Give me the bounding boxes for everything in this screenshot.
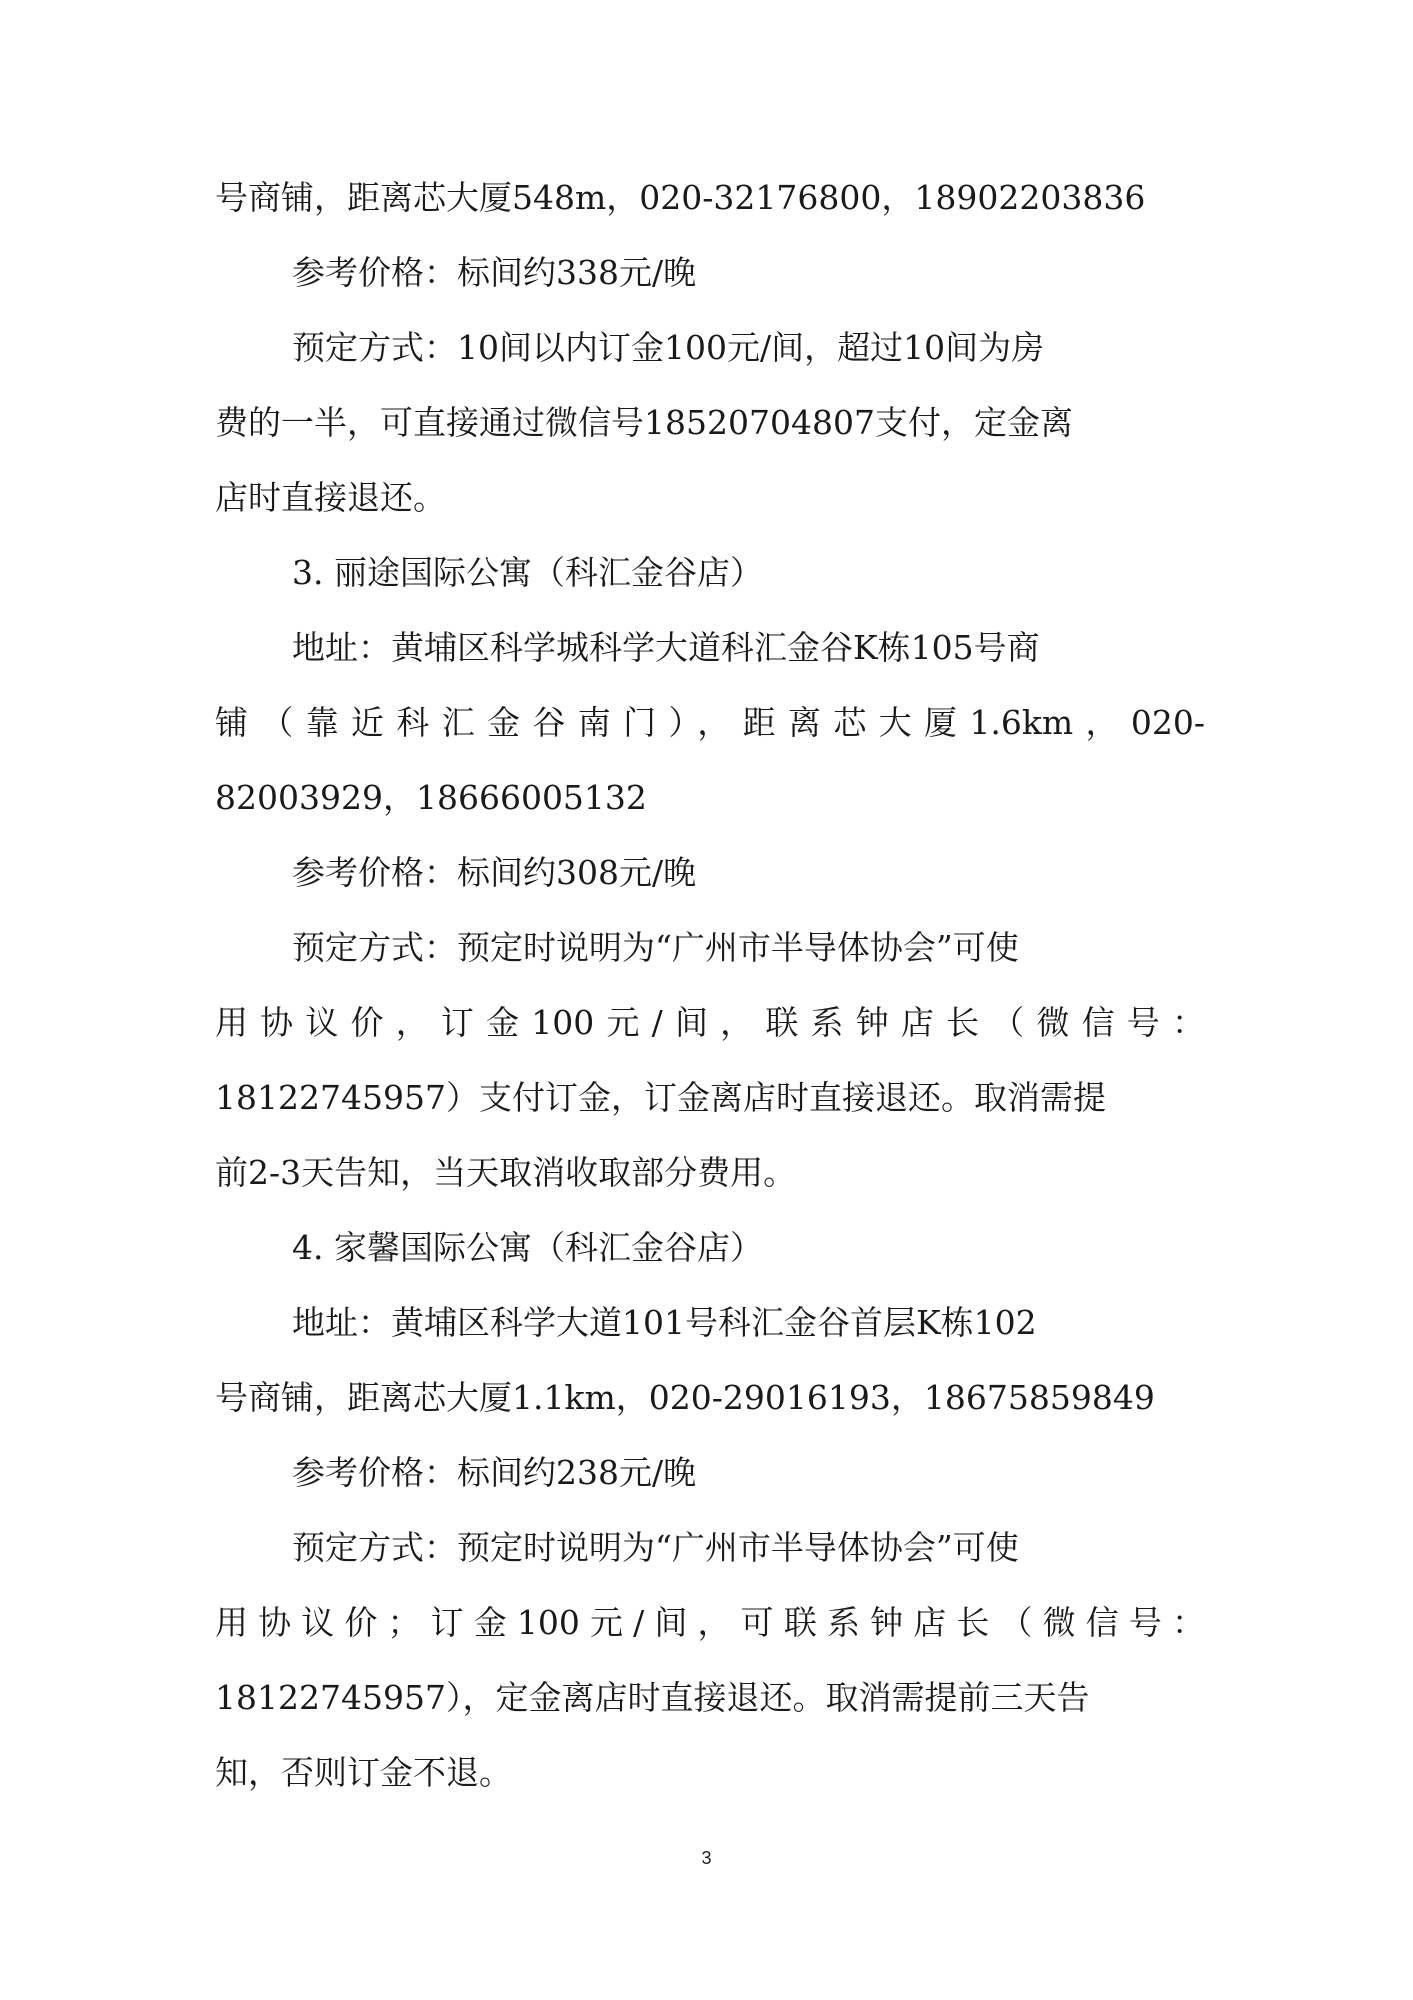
hotel-2-address-cont: 号商铺，距离芯大厦548m，020-32176800，18902203836 (215, 178, 1146, 217)
hotel-2-booking-line-2: 费的一半，可直接通过微信号18520704807支付，定金离 (215, 403, 1073, 442)
hotel-3-title: 3. 丽途国际公寓（科汇金谷店） (292, 553, 763, 592)
hotel-3-booking-line-3: 18122745957）支付订金，订金离店时直接退还。取消需提 (215, 1078, 1106, 1117)
hotel-3-address-line-1: 地址：黄埔区科学城科学大道科汇金谷K栋105号商 (292, 628, 1040, 667)
hotel-3-address-line-2: 铺（靠近科汇金谷南门），距离芯大厦1.6km，020- (215, 703, 1205, 742)
hotel-4-booking-line-1: 预定方式：预定时说明为“广州市半导体协会”可使 (292, 1528, 1019, 1567)
hotel-3-booking-line-1: 预定方式：预定时说明为“广州市半导体协会”可使 (292, 928, 1019, 967)
hotel-4-booking-line-3: 18122745957），定金离店时直接退还。取消需提前三天告 (215, 1678, 1090, 1717)
hotel-2-price: 参考价格：标间约338元/晚 (292, 253, 697, 292)
hotel-2-booking-line-1: 预定方式：10间以内订金100元/间，超过10间为房 (292, 328, 1045, 367)
hotel-4-address-line-2: 号商铺，距离芯大厦1.1km，020-29016193，18675859849 (215, 1378, 1155, 1417)
hotel-3-booking-line-4: 前2-3天告知，当天取消收取部分费用。 (215, 1153, 797, 1192)
hotel-2-booking-line-3: 店时直接退还。 (215, 478, 446, 517)
page-number: 3 (701, 1848, 712, 1868)
hotel-3-booking-line-2: 用协议价，订金100元/间，联系钟店长（微信号： (215, 1003, 1205, 1042)
hotel-4-booking-line-4: 知，否则订金不退。 (215, 1753, 512, 1792)
hotel-4-price: 参考价格：标间约238元/晚 (292, 1453, 697, 1492)
hotel-4-title: 4. 家馨国际公寓（科汇金谷店） (292, 1228, 763, 1267)
hotel-3-address-line-3: 82003929，18666005132 (215, 778, 647, 817)
hotel-4-address-line-1: 地址：黄埔区科学大道101号科汇金谷首层K栋102 (292, 1303, 1037, 1342)
hotel-4-booking-line-2: 用协议价；订金100元/间，可联系钟店长（微信号： (215, 1603, 1205, 1642)
hotel-3-price: 参考价格：标间约308元/晚 (292, 853, 697, 892)
